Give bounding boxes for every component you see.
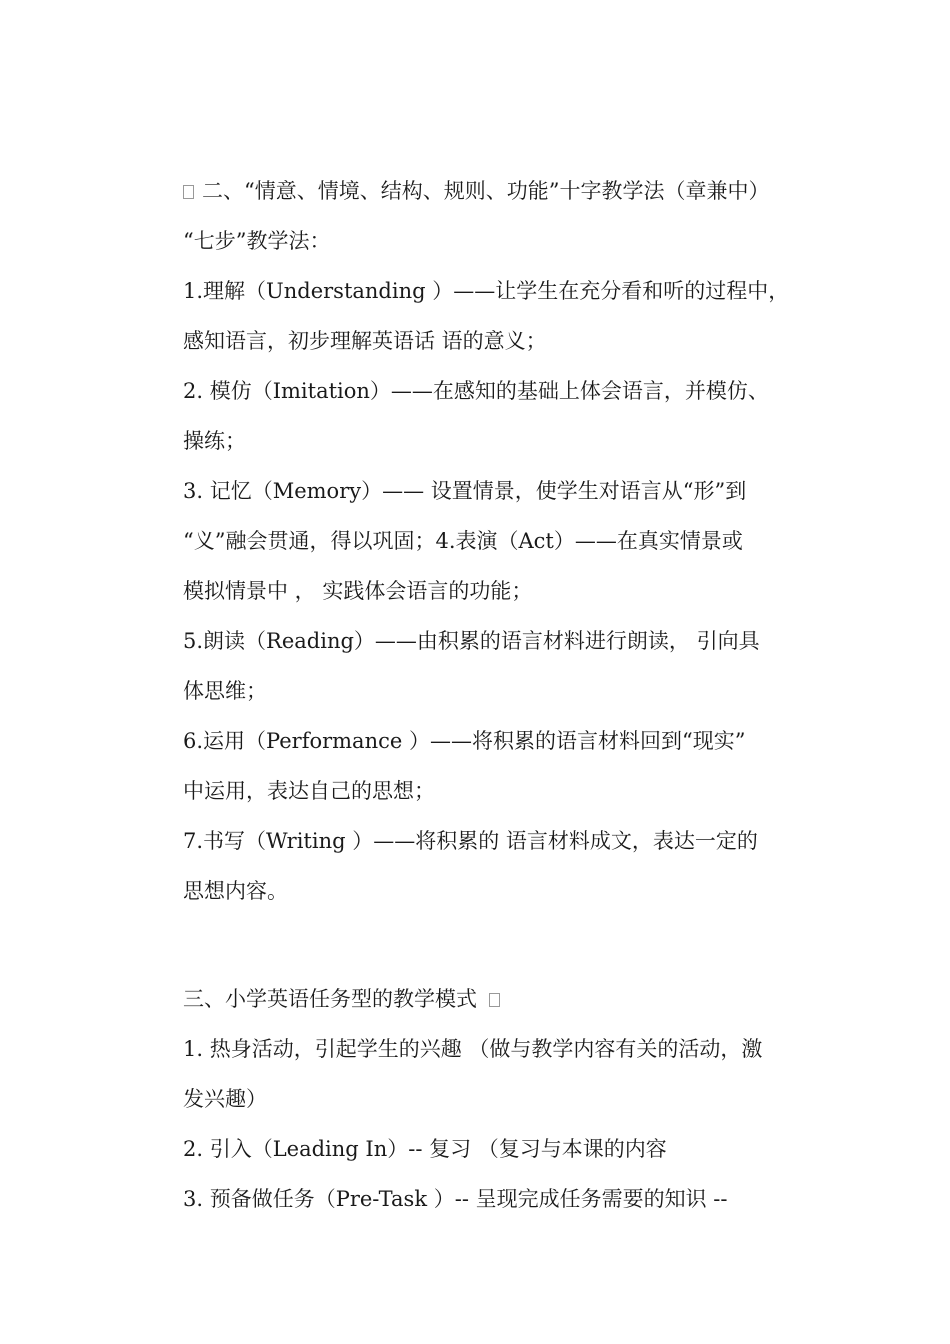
- paragraph-line: 思想内容。: [183, 879, 288, 903]
- paragraph-line: 感知语言，初步理解英语话 语的意义；: [183, 329, 547, 353]
- section-gap: [183, 916, 808, 974]
- paragraph-line: 发兴趣）: [183, 1087, 267, 1111]
- paragraph-line: 操练；: [183, 429, 246, 453]
- paragraph-line: 7.书写（Writing ）——将积累的 语言材料成文，表达一定的: [183, 829, 758, 853]
- paragraph-line: 2. 模仿（Imitation）——在感知的基础上体会语言，并模仿、: [183, 379, 769, 403]
- paragraph-line: 1.理解（Understanding ）——让学生在充分看和听的过程中，: [183, 279, 790, 303]
- document-page: [183, 166, 808, 1224]
- paragraph-line: 中运用，表达自己的思想；: [183, 779, 435, 803]
- paragraph-line: “义”融会贯通，得以巩固；4.表演（Act）——在真实情景或: [183, 529, 743, 553]
- paragraph-line: 5.朗读（Reading）——由积累的语言材料进行朗读， 引向具: [183, 629, 760, 653]
- section3-heading: [183, 974, 808, 1024]
- section2-heading: [183, 166, 808, 216]
- section2-heading-text: 二、“情意、情境、结构、规则、功能”十字教学法（章兼中）: [202, 179, 770, 203]
- paragraph-line: 6.运用（Performance ）——将积累的语言材料回到“现实”: [183, 729, 746, 753]
- missing-glyph-icon: [183, 185, 194, 199]
- paragraph-line: 3. 预备做任务（Pre-Task ）-- 呈现完成任务需要的知识 --: [183, 1187, 728, 1211]
- paragraph-line: 1. 热身活动，引起学生的兴趣 （做与教学内容有关的活动，激: [183, 1037, 763, 1061]
- section2-subheading: “七步”教学法：: [183, 229, 331, 253]
- paragraph-line: 2. 引入（Leading In）-- 复习 （复习与本课的内容: [183, 1137, 667, 1161]
- missing-glyph-icon: [489, 993, 500, 1007]
- paragraph-line: 模拟情景中 ， 实践体会语言的功能；: [183, 579, 533, 603]
- section3-heading-text: 三、小学英语任务型的教学模式: [183, 987, 477, 1011]
- paragraph-line: 3. 记忆（Memory）—— 设置情景，使学生对语言从“形”到: [183, 479, 747, 503]
- paragraph-line: 体思维；: [183, 679, 267, 703]
